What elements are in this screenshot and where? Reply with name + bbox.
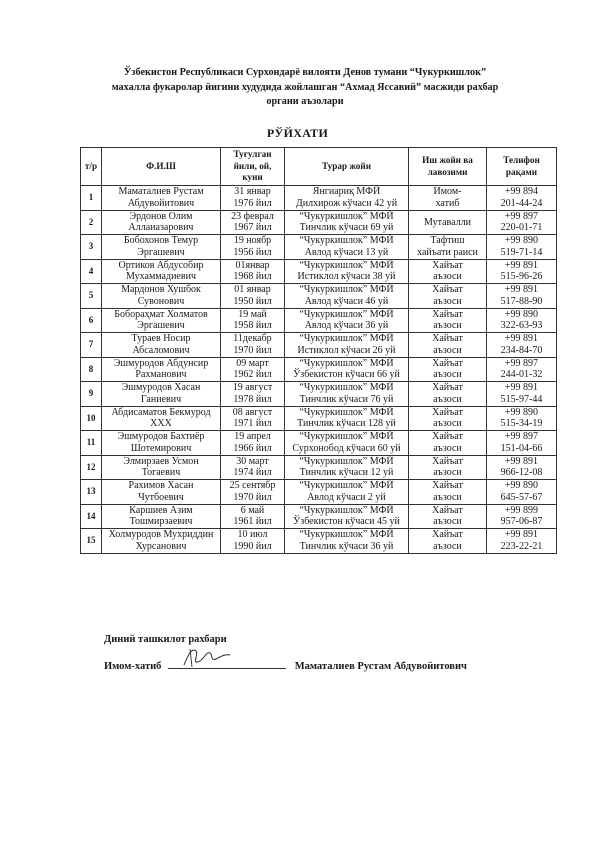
cell-birth-date: 6 май 1961 йил [221, 504, 285, 529]
header-number: т/р [81, 148, 102, 186]
cell-full-name: Бобохонов Темур Эргашевич [102, 235, 221, 260]
table-row [81, 431, 557, 456]
cell-phone: +99 891 515-96-26 [487, 259, 557, 284]
header-position: Иш жойи ва лавозими [409, 148, 487, 186]
footer-role-label: Имом-хатиб [104, 661, 162, 672]
cell-birth-date: 19 апрел 1966 йил [221, 431, 285, 456]
cell-birth-date: 19 ноябр 1956 йил [221, 235, 285, 260]
cell-position: Хайъат аъзоси [409, 480, 487, 505]
cell-full-name: Мардонов Хушбок Сувонович [102, 284, 221, 309]
cell-phone: +99 891 515-97-44 [487, 382, 557, 407]
title-line-1: Ўзбекистон Республикаси Сурхондарё вилояти Денов тумани “Чукуркишлок” [123, 67, 487, 78]
cell-position: Хайъат аъзоси [409, 406, 487, 431]
cell-number: 15 [81, 529, 102, 554]
cell-position: Хайъат аъзоси [409, 308, 487, 333]
table-row [81, 480, 557, 505]
cell-position: Хайъат аъзоси [409, 529, 487, 554]
cell-birth-date: 01январ 1968 йил [221, 259, 285, 284]
cell-phone: +99 891 966-12-08 [487, 455, 557, 480]
cell-full-name: Тураев Носир Абсаломович [102, 333, 221, 358]
cell-full-name: Эшмуродов Хасан Ганиевич [102, 382, 221, 407]
header-phone: Телифон рақами [487, 148, 557, 186]
cell-address: “Чукуркишлок” МФЙ Авлод кўчаси 46 уй [285, 284, 409, 309]
cell-birth-date: 10 июл 1990 йил [221, 529, 285, 554]
cell-address: “Чукуркишлок” МФЙ Тинчлик кўчаси 36 уй [285, 529, 409, 554]
members-table [80, 147, 557, 554]
document-title [70, 66, 540, 110]
cell-number: 8 [81, 357, 102, 382]
cell-phone: +99 890 519-71-14 [487, 235, 557, 260]
cell-birth-date: 08 август 1971 йил [221, 406, 285, 431]
cell-position: Имом- хатиб [409, 186, 487, 211]
cell-phone: +99 897 244-01-32 [487, 357, 557, 382]
cell-number: 3 [81, 235, 102, 260]
cell-birth-date: 09 март 1962 йил [221, 357, 285, 382]
cell-address: “Чукуркишлок” МФЙ Сурхонобод кўчаси 60 уй [285, 431, 409, 456]
cell-number: 7 [81, 333, 102, 358]
handwritten-signature [180, 645, 240, 669]
cell-full-name: Абдисаматов Бекмурод ХХХ [102, 406, 221, 431]
cell-number: 9 [81, 382, 102, 407]
cell-number: 12 [81, 455, 102, 480]
cell-birth-date: 23 феврал 1967 йил [221, 210, 285, 235]
cell-address: “Чукуркишлок” МФЙ Тинчлик кўчаси 76 уй [285, 382, 409, 407]
table-row [81, 333, 557, 358]
cell-address: “Чукуркишлок” МФЙ Истиклол кўчаси 26 уй [285, 333, 409, 358]
cell-birth-date: 19 май 1958 йил [221, 308, 285, 333]
cell-birth-date: 31 январ 1976 йил [221, 186, 285, 211]
cell-full-name: Рахимов Хасан Чутбоевич [102, 480, 221, 505]
cell-position: Хайъат аъзоси [409, 284, 487, 309]
footer-signer-name: Маматалиев Рустам Абдувойитович [294, 661, 467, 672]
header-birth-date: Туғулган йили, ой, куни [221, 148, 285, 186]
signature-row [104, 659, 524, 672]
cell-birth-date: 11декабр 1970 йил [221, 333, 285, 358]
cell-address: “Чукуркишлок” МФЙ Авлод кўчаси 13 уй [285, 235, 409, 260]
title-line-3: органи аъзолари [266, 96, 344, 107]
cell-number: 14 [81, 504, 102, 529]
cell-position: Тафтиш хайъати раиси [409, 235, 487, 260]
cell-phone: +99 891 223-22-21 [487, 529, 557, 554]
cell-position: Мутавалли [409, 210, 487, 235]
cell-address: “Чукуркишлок” МФЙ Авлод кўчаси 36 уй [285, 308, 409, 333]
cell-address: “Чукуркишлок” МФЙ Тинчлик кўчаси 128 уй [285, 406, 409, 431]
cell-birth-date: 25 сентябр 1970 йил [221, 480, 285, 505]
cell-phone: +99 891 517-88-90 [487, 284, 557, 309]
table-row [81, 455, 557, 480]
table-body [81, 186, 557, 554]
cell-address: “Чукуркишлок” МФЙ Тинчлик кўчаси 69 уй [285, 210, 409, 235]
cell-position: Хайъат аъзоси [409, 382, 487, 407]
cell-phone: +99 897 151-04-66 [487, 431, 557, 456]
cell-full-name: Эшмуродов Бахтиёр Шотемирович [102, 431, 221, 456]
table-row [81, 259, 557, 284]
list-heading: РЎЙХАТИ [266, 126, 329, 140]
table-header-row [81, 148, 557, 186]
table-row [81, 210, 557, 235]
cell-position: Хайъат аъзоси [409, 333, 487, 358]
cell-address: “Чукуркишлок” МФЙ Тинчлик кўчаси 12 уй [285, 455, 409, 480]
table-row [81, 382, 557, 407]
cell-full-name: Ортиков Абдусобир Мухаммадиевич [102, 259, 221, 284]
table-row [81, 529, 557, 554]
cell-address: “Чукуркишлок” МФЙ Истиклол кўчаси 38 уй [285, 259, 409, 284]
footer-org-label: Диний ташкилот рахбари [104, 634, 227, 645]
cell-full-name: Элмирзаев Усмон Тогаевич [102, 455, 221, 480]
cell-phone: +99 899 957-06-87 [487, 504, 557, 529]
cell-number: 10 [81, 406, 102, 431]
cell-number: 13 [81, 480, 102, 505]
cell-address: “Чукуркишлок” МФЙ Ўзбекистон кўчаси 66 уй [285, 357, 409, 382]
cell-number: 11 [81, 431, 102, 456]
cell-position: Хайъат аъзоси [409, 455, 487, 480]
cell-full-name: Холмуродов Мухриддин Хурсанович [102, 529, 221, 554]
title-line-2: махалла фукаролар йигини худудида жойлашган “Ахмад Яссавий” масжиди рахбар [111, 81, 499, 93]
cell-phone: +99 890 515-34-19 [487, 406, 557, 431]
cell-number: 4 [81, 259, 102, 284]
cell-birth-date: 01 январ 1950 йил [221, 284, 285, 309]
table-row [81, 235, 557, 260]
table-row [81, 357, 557, 382]
cell-address: “Чукуркишлок” МФЙ Авлод кўчаси 2 уй [285, 480, 409, 505]
header-full-name: Ф.И.Ш [102, 148, 221, 186]
cell-phone: +99 891 234-84-70 [487, 333, 557, 358]
table-row [81, 308, 557, 333]
table-row [81, 186, 557, 211]
cell-full-name: Эшмуродов Абдунсир Рахманович [102, 357, 221, 382]
cell-full-name: Каршиев Азим Тошмирзаевич [102, 504, 221, 529]
header-address: Турар жойи [285, 148, 409, 186]
table-row [81, 284, 557, 309]
cell-position: Хайъат аъзоси [409, 431, 487, 456]
cell-number: 1 [81, 186, 102, 211]
cell-birth-date: 19 август 1978 йил [221, 382, 285, 407]
cell-position: Хайъат аъзоси [409, 259, 487, 284]
cell-birth-date: 30 март 1974 йил [221, 455, 285, 480]
cell-full-name: Эрдонов Олим Аллаиазарович [102, 210, 221, 235]
cell-position: Хайъат аъзоси [409, 504, 487, 529]
cell-phone: +99 890 645-57-67 [487, 480, 557, 505]
cell-phone: +99 897 220-01-71 [487, 210, 557, 235]
cell-number: 6 [81, 308, 102, 333]
cell-number: 5 [81, 284, 102, 309]
cell-full-name: Бобораҳмат Холматов Эргашевич [102, 308, 221, 333]
cell-number: 2 [81, 210, 102, 235]
cell-phone: +99 894 201-44-24 [487, 186, 557, 211]
cell-address: “Чукуркишлок” МФЙ Ўзбекистон кўчаси 45 уй [285, 504, 409, 529]
cell-position: Хайъат аъзоси [409, 357, 487, 382]
cell-phone: +99 890 322-63-93 [487, 308, 557, 333]
table-row [81, 406, 557, 431]
signature-line [168, 659, 286, 669]
cell-full-name: Маматалиев Рустам Абдувойитович [102, 186, 221, 211]
cell-address: Янгиариқ МФЙ Дилхирож кўчаси 42 уй [285, 186, 409, 211]
table-row [81, 504, 557, 529]
